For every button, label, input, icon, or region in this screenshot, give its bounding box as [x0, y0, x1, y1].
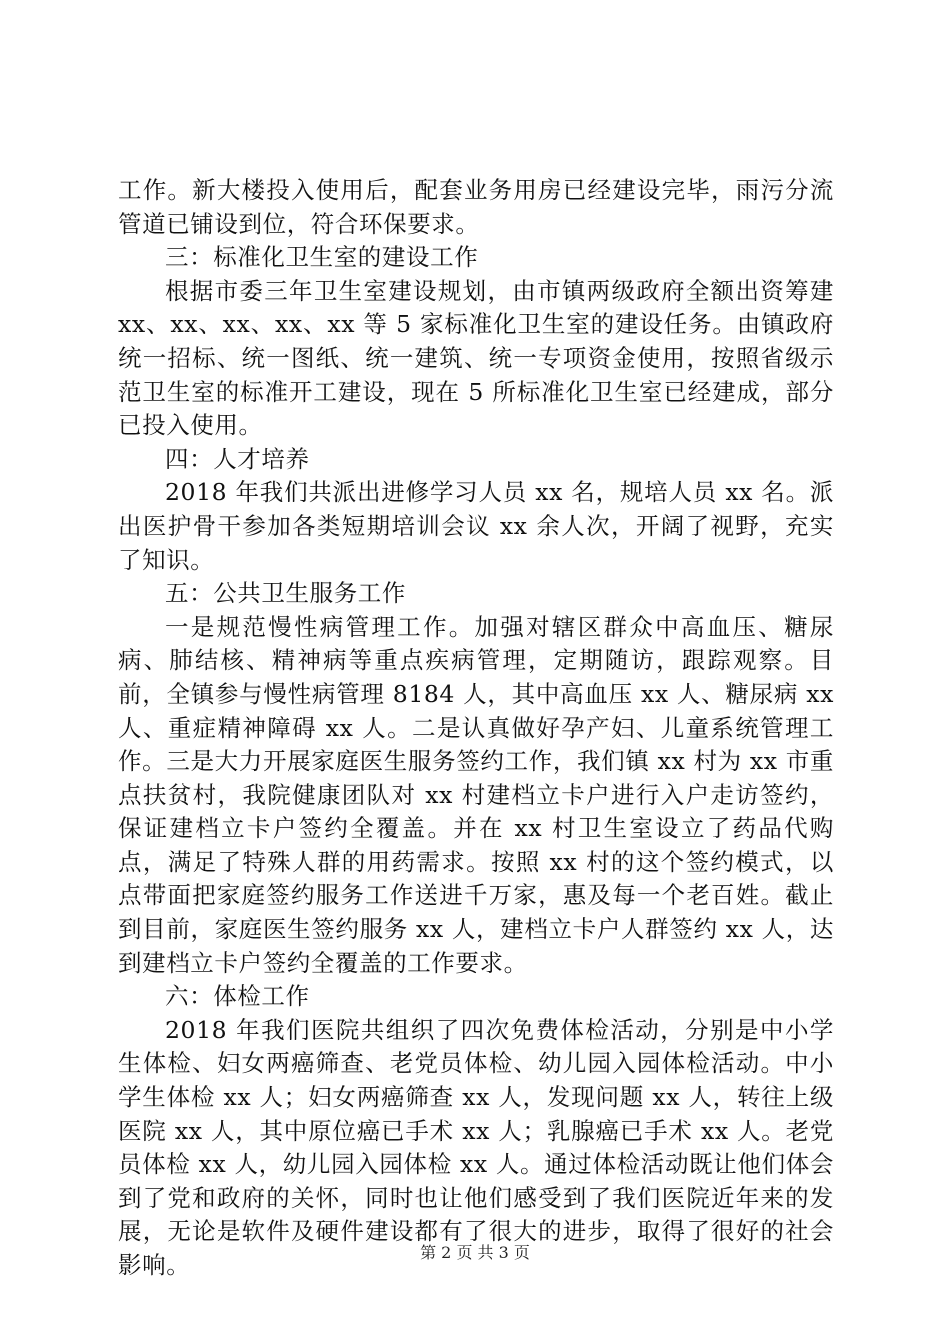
- body-paragraph: 一是规范慢性病管理工作。加强对辖区群众中高血压、糖尿病、肺结核、精神病等重点疾病管理，定期随访，跟踪观察。目前，全镇参与慢性病管理 8184 人，其中高血压 xx 人、糖尿病 xx 人、重症精神障碍 xx 人。二是认真做好孕产妇、儿童系统管理工作。三是大力开展家庭医生服务签约工作，我们镇 xx 村为 xx 市重点扶贫村，我院健康团队对 xx 村建档立卡户进行入户走访签约，保证建档立卡户签约全覆盖。并在 xx 村卫生室设立了药品代购点，满足了特殊人群的用药需求。按照 xx 村的这个签约模式，以点带面把家庭签约服务工作送进千万家，惠及每一个老百姓。截止到目前，家庭医生签约服务 xx 人，建档立卡户人群签约 xx 人，达到建档立卡户签约全覆盖的工作要求。: [118, 612, 834, 977]
- section-heading: 六：体检工作: [165, 982, 310, 1011]
- section-heading: 四：人才培养: [165, 444, 310, 473]
- document-body: [118, 174, 834, 1283]
- body-paragraph: 2018 年我们共派出进修学习人员 xx 名，规培人员 xx 名。派出医护骨干参加各类短期培训会议 xx 余人次，开阔了视野，充实了知识。: [118, 478, 834, 574]
- page-number-footer: 第 2 页 共 3 页: [420, 1243, 530, 1262]
- body-paragraph: 根据市委三年卫生室建设规划，由市镇两级政府全额出资筹建 xx、xx、xx、xx、xx 等 5 家标准化卫生室的建设任务。由镇政府统一招标、统一图纸、统一建筑、统一专项资金使用，按照省级示范卫生室的标准开工建设，现在 5 所标准化卫生室已经建成，部分已投入使用。: [118, 276, 834, 440]
- section-heading: 五：公共卫生服务工作: [165, 579, 406, 608]
- body-paragraph: 2018 年我们医院共组织了四次免费体检活动，分别是中小学生体检、妇女两癌筛查、老党员体检、幼儿园入园体检活动。中小学生体检 xx 人；妇女两癌筛查 xx 人，发现问题 xx 人，转往上级医院 xx 人，其中原位癌已手术 xx 人；乳腺癌已手术 xx 人。老党员体检 xx 人，幼儿园入园体检 xx 人。通过体检活动既让他们体会到了党和政府的关怀，同时也让他们感受到了我们医院近年来的发展，无论是软件及硬件建设都有了很大的进步，取得了很好的社会影响。: [118, 1015, 834, 1279]
- section-heading: 三：标准化卫生室的建设工作: [165, 243, 479, 272]
- body-paragraph: 工作。新大楼投入使用后，配套业务用房已经建设完毕，雨污分流管道已铺设到位，符合环保要求。: [118, 176, 834, 238]
